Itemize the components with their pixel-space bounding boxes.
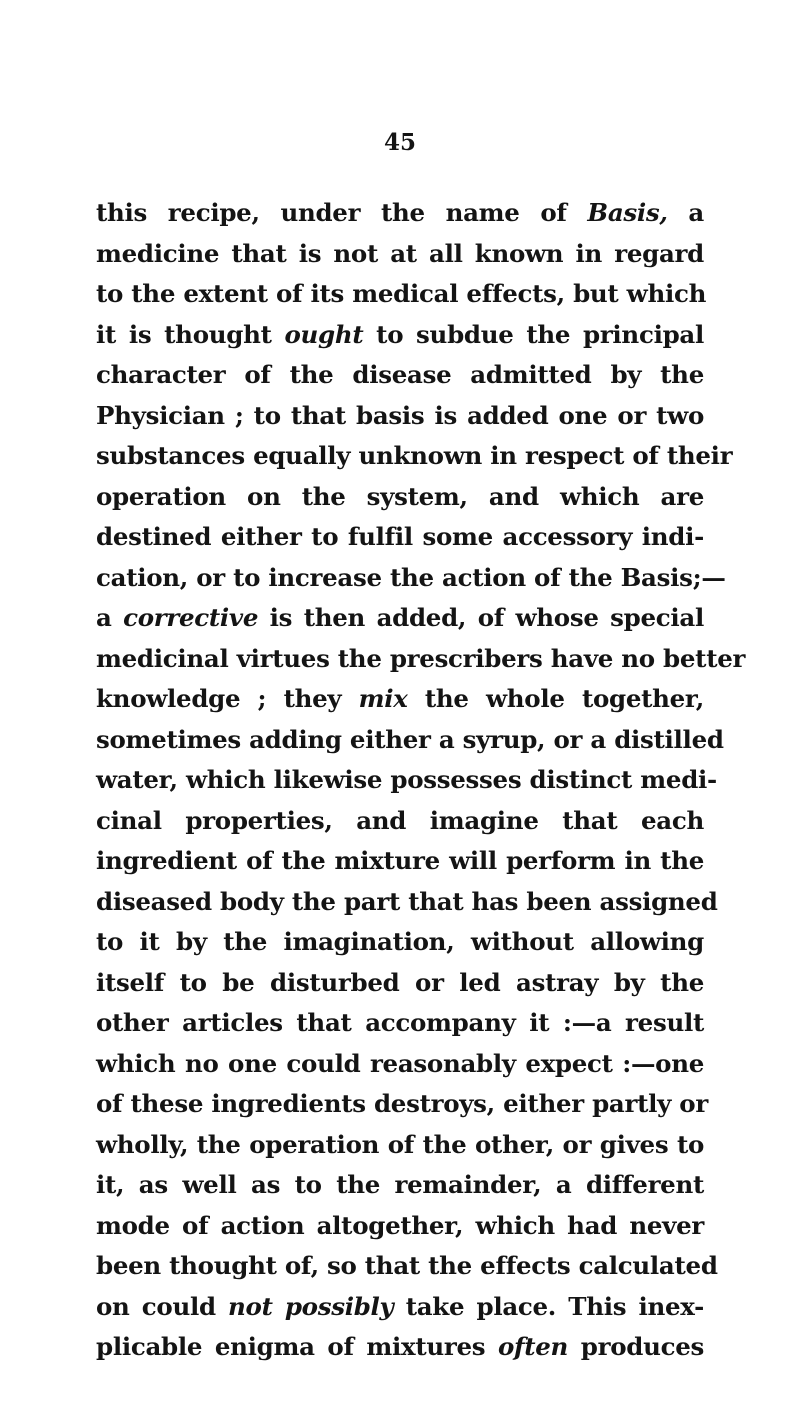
text-segment: operation on the system, and which are <box>96 481 704 511</box>
text-segment: other articles that accompany it :—a result <box>96 1008 704 1037</box>
text-line <box>96 396 704 437</box>
text-line <box>96 1084 708 1125</box>
text-segment: sometimes adding either a syrup, or a distilled <box>96 724 724 754</box>
text-segment: this recipe, under the name of <box>96 198 588 227</box>
text-line <box>96 679 704 720</box>
text-segment: plicable enigma of mixtures <box>96 1332 498 1361</box>
text-segment: is then added, of whose special <box>258 603 704 632</box>
italic-text: Basis, <box>587 198 668 227</box>
text-line <box>96 274 707 315</box>
text-line <box>96 1327 704 1368</box>
text-line <box>96 558 726 599</box>
text-line <box>96 882 718 923</box>
text-segment: been thought of, so that the effects calculated <box>96 1251 718 1280</box>
text-segment: cinal properties, and imagine that each <box>96 805 704 835</box>
text-line <box>96 963 704 1004</box>
text-segment: it is thought <box>96 319 285 349</box>
text-segment: character of the disease admitted by the <box>96 360 704 389</box>
text-line <box>96 234 704 275</box>
text-line <box>96 517 704 558</box>
page-number: 45 <box>383 129 416 156</box>
text-segment: to it by the imagination, without allowing <box>96 927 704 956</box>
italic-text: mix <box>358 684 408 713</box>
text-segment: which no one could reasonably expect :—one <box>96 1048 704 1078</box>
text-line <box>96 598 704 639</box>
text-line <box>96 1287 704 1328</box>
text-segment: Physician ; to that basis is added one or two <box>96 400 704 430</box>
text-line <box>96 639 746 680</box>
italic-text: corrective <box>123 603 259 632</box>
text-line <box>96 1125 704 1166</box>
text-line <box>96 922 704 963</box>
text-line <box>96 1044 704 1085</box>
text-line <box>96 720 724 761</box>
text-segment: cation, or to increase the action of the Basis;— <box>96 562 726 592</box>
text-segment: medicinal virtues the prescribers have no better <box>96 643 746 673</box>
text-segment: knowledge ; they <box>96 684 359 713</box>
body-text <box>96 193 746 1368</box>
text-segment: destined either to fulfil some accessory indi- <box>96 522 704 551</box>
text-segment: on could <box>96 1291 229 1321</box>
text-line <box>96 801 704 842</box>
text-line <box>96 1206 704 1247</box>
text-line <box>96 436 733 477</box>
text-line <box>96 315 704 356</box>
text-segment: to subdue the principal <box>363 319 704 349</box>
text-line <box>96 193 704 234</box>
text-line <box>96 760 717 801</box>
italic-text: not possibly <box>228 1291 394 1321</box>
text-segment: itself to be disturbed or led astray by the <box>96 967 704 997</box>
text-segment: medicine that is not at all known in regard <box>96 238 704 268</box>
text-line <box>96 355 704 396</box>
text-segment: mode of action altogether, which had never <box>96 1210 704 1240</box>
text-segment: take place. This inex- <box>393 1291 704 1321</box>
text-segment: wholly, the operation of the other, or gives to <box>96 1129 704 1159</box>
text-line <box>96 1246 718 1287</box>
italic-text: often <box>497 1332 569 1361</box>
text-segment: of these ingredients destroys, either partly or <box>96 1089 708 1118</box>
text-segment: diseased body the part that has been assigned <box>96 886 718 916</box>
text-segment: water, which likewise possesses distinct medi- <box>96 765 717 794</box>
text-segment: a <box>96 603 124 632</box>
italic-text: ought <box>284 319 364 349</box>
text-segment: the whole together, <box>407 684 704 713</box>
text-line <box>96 1165 704 1206</box>
text-segment: substances equally unknown in respect of their <box>96 441 733 470</box>
text-line <box>96 477 704 518</box>
text-line <box>96 1003 704 1044</box>
text-segment: to the extent of its medical effects, but which <box>96 279 707 308</box>
text-segment: a <box>667 198 704 227</box>
text-segment: produces <box>568 1332 705 1361</box>
text-segment: it, as well as to the remainder, a different <box>96 1170 704 1199</box>
text-line <box>96 841 704 882</box>
text-segment: ingredient of the mixture will perform in the <box>96 846 704 875</box>
